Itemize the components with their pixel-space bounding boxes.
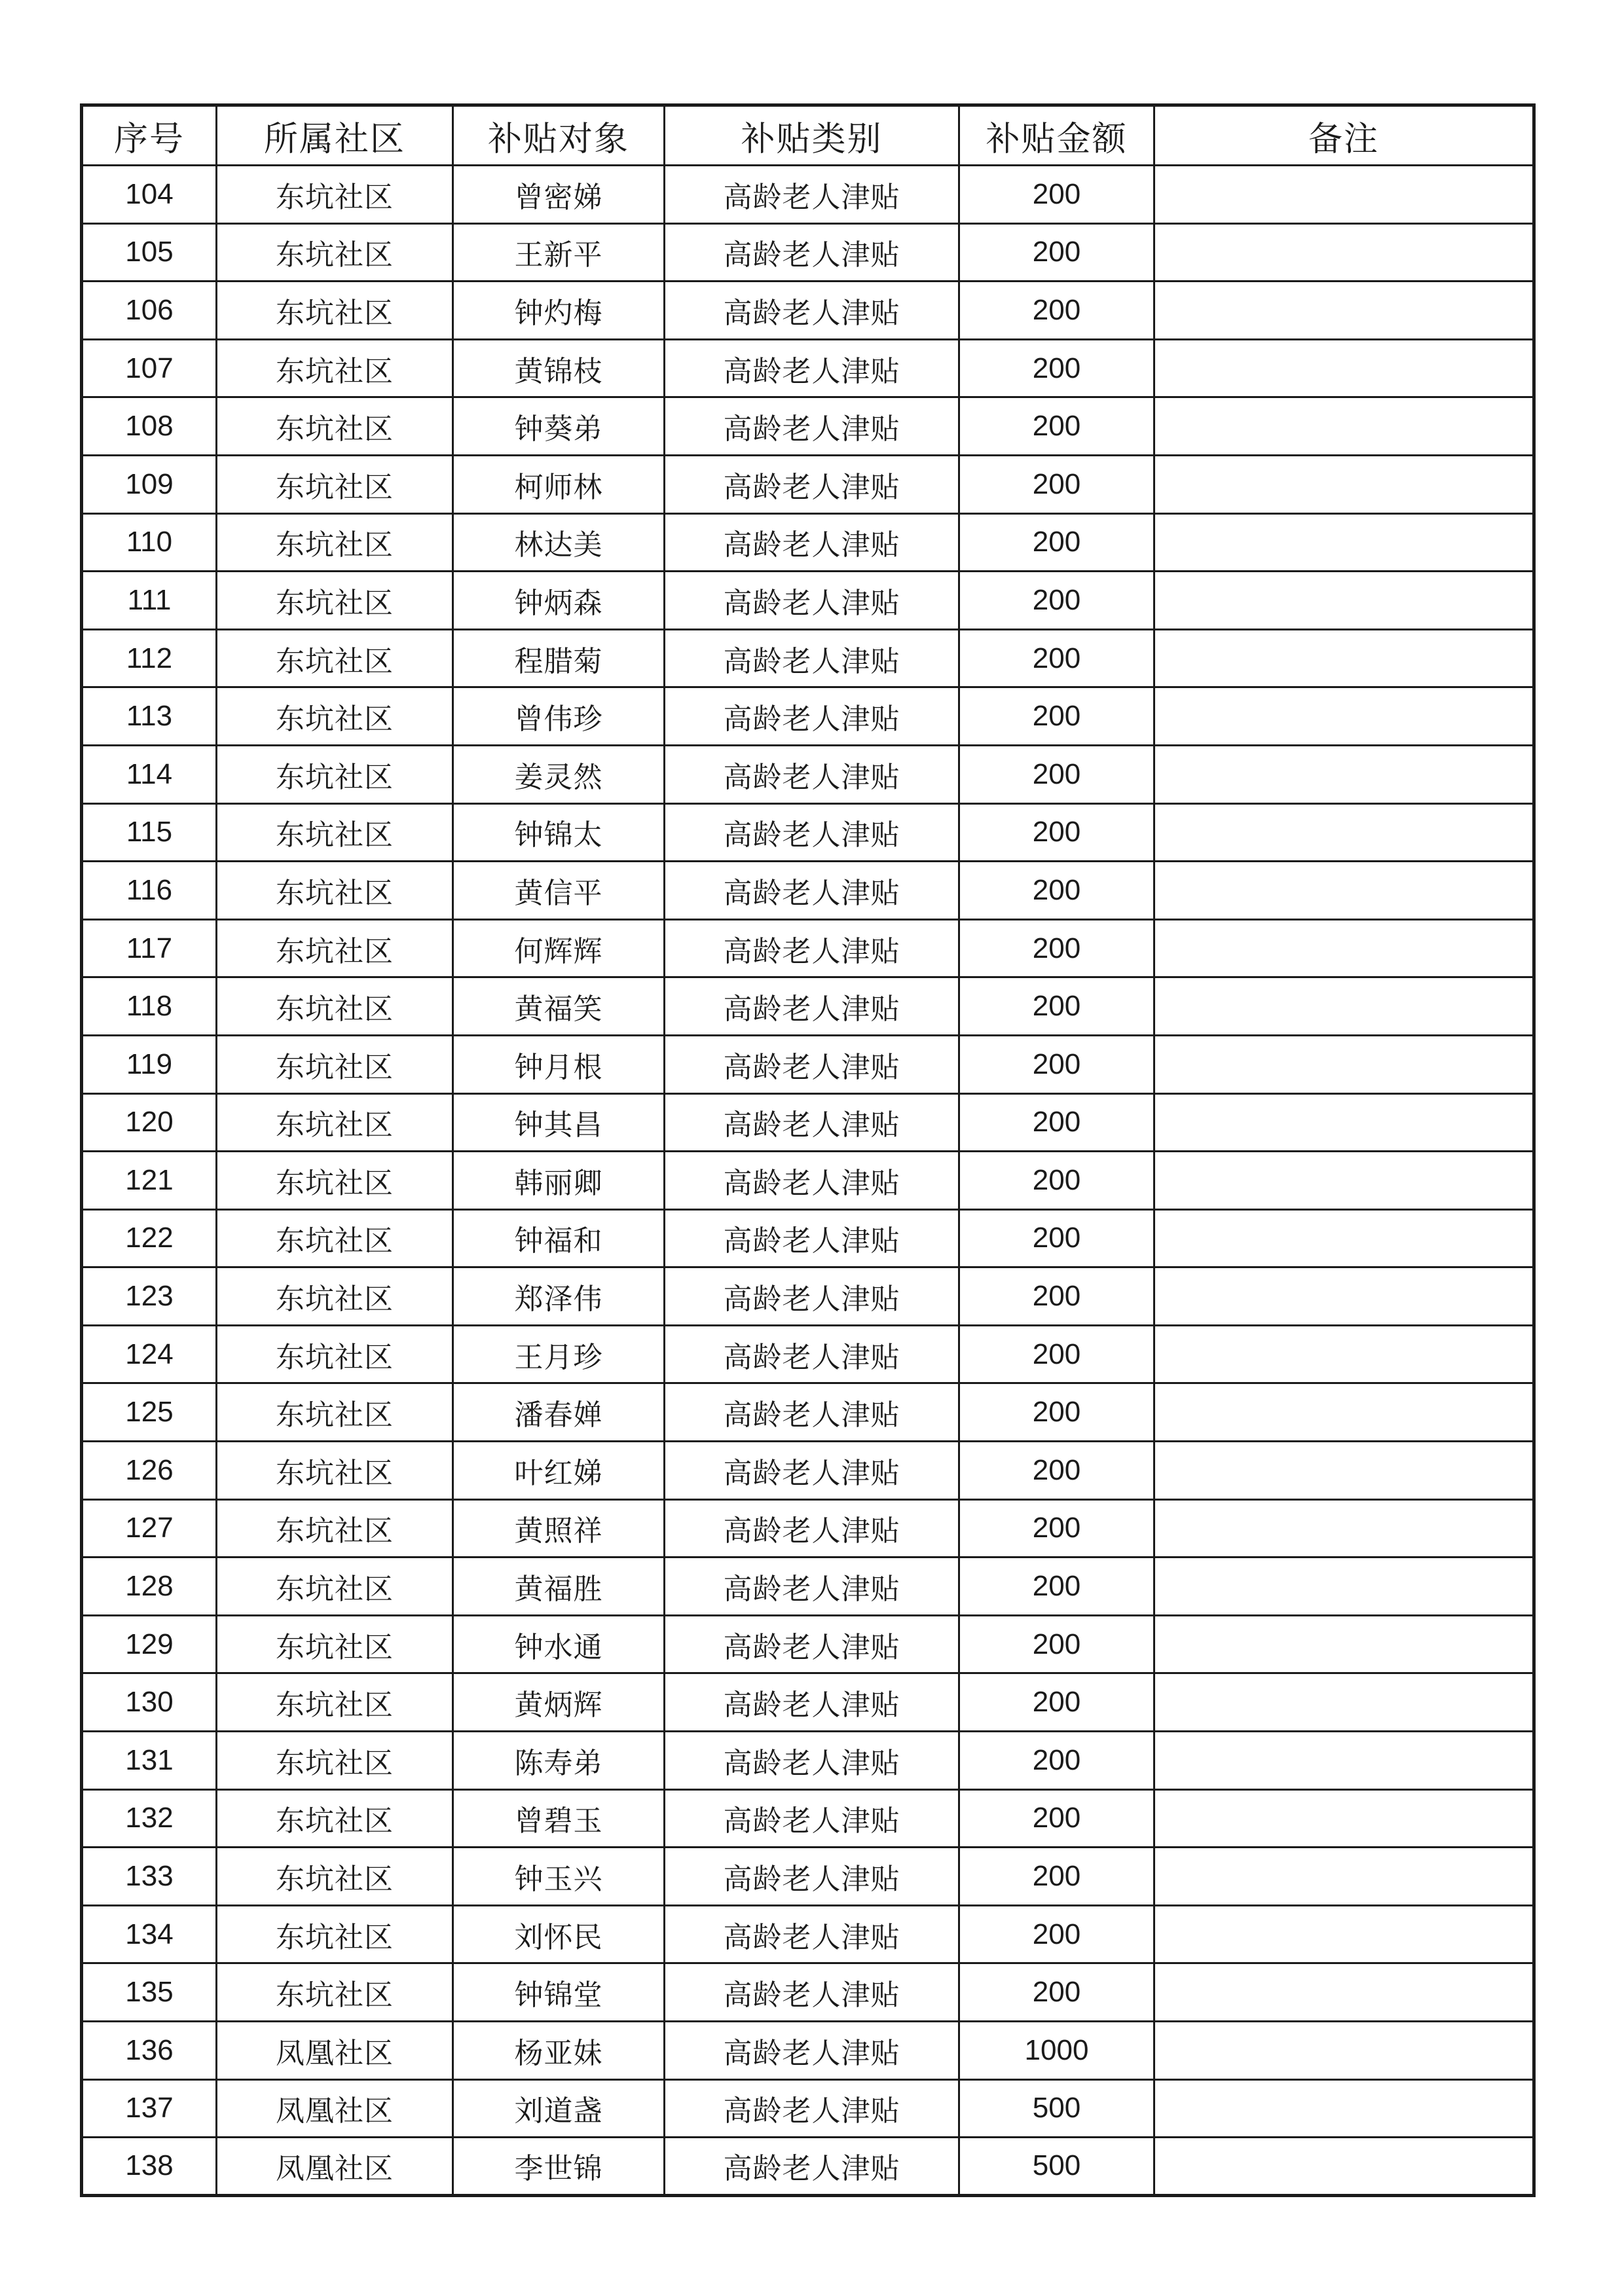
- cell-community: 凤凰社区: [217, 2022, 453, 2080]
- table-row: [82, 1093, 1534, 1152]
- cell-remarks: [1154, 397, 1534, 456]
- cell-remarks: [1154, 223, 1534, 282]
- cell-remarks: [1154, 2022, 1534, 2080]
- cell-community: 东坑社区: [217, 1093, 453, 1152]
- cell-community: 东坑社区: [217, 1963, 453, 2022]
- cell-community: 东坑社区: [217, 1615, 453, 1673]
- cell-category: 高龄老人津贴: [665, 629, 959, 687]
- cell-index: 134: [82, 1905, 217, 1963]
- cell-remarks: [1154, 1789, 1534, 1848]
- cell-amount: 200: [959, 1209, 1154, 1267]
- cell-community: 东坑社区: [217, 166, 453, 224]
- cell-index: 133: [82, 1848, 217, 1906]
- table-row: [82, 2022, 1534, 2080]
- cell-amount: 200: [959, 977, 1154, 1036]
- cell-recipient: 李世锦: [453, 2138, 665, 2196]
- cell-remarks: [1154, 572, 1534, 630]
- cell-index: 119: [82, 1035, 217, 1093]
- cell-amount: 200: [959, 1035, 1154, 1093]
- cell-category: 高龄老人津贴: [665, 339, 959, 397]
- cell-recipient: 钟葵弟: [453, 397, 665, 456]
- header-index: 序号: [82, 105, 217, 166]
- cell-category: 高龄老人津贴: [665, 1673, 959, 1732]
- cell-community: 东坑社区: [217, 1499, 453, 1558]
- cell-amount: 1000: [959, 2022, 1154, 2080]
- cell-community: 东坑社区: [217, 1732, 453, 1790]
- cell-recipient: 曾伟珍: [453, 687, 665, 746]
- cell-recipient: 钟锦太: [453, 803, 665, 862]
- table-row: [82, 1558, 1534, 1616]
- cell-recipient: 钟灼梅: [453, 282, 665, 340]
- table-row: [82, 977, 1534, 1036]
- cell-index: 110: [82, 513, 217, 572]
- table-row: [82, 1615, 1534, 1673]
- cell-category: 高龄老人津贴: [665, 455, 959, 513]
- cell-remarks: [1154, 1558, 1534, 1616]
- cell-category: 高龄老人津贴: [665, 1209, 959, 1267]
- cell-index: 138: [82, 2138, 217, 2196]
- cell-community: 凤凰社区: [217, 2138, 453, 2196]
- table-row: [82, 862, 1534, 920]
- cell-community: 凤凰社区: [217, 2079, 453, 2138]
- table-row: [82, 629, 1534, 687]
- cell-category: 高龄老人津贴: [665, 977, 959, 1036]
- cell-remarks: [1154, 1963, 1534, 2022]
- cell-category: 高龄老人津贴: [665, 803, 959, 862]
- cell-remarks: [1154, 1615, 1534, 1673]
- table-row: [82, 513, 1534, 572]
- cell-amount: 200: [959, 1383, 1154, 1442]
- cell-amount: 200: [959, 1499, 1154, 1558]
- cell-amount: 200: [959, 339, 1154, 397]
- cell-remarks: [1154, 919, 1534, 977]
- cell-category: 高龄老人津贴: [665, 1035, 959, 1093]
- cell-category: 高龄老人津贴: [665, 2138, 959, 2196]
- table-row: [82, 282, 1534, 340]
- cell-category: 高龄老人津贴: [665, 919, 959, 977]
- cell-amount: 500: [959, 2079, 1154, 2138]
- header-remarks: 备注: [1154, 105, 1534, 166]
- table-row: [82, 1442, 1534, 1500]
- cell-category: 高龄老人津贴: [665, 1152, 959, 1210]
- cell-amount: 200: [959, 513, 1154, 572]
- cell-amount: 200: [959, 919, 1154, 977]
- cell-recipient: 王新平: [453, 223, 665, 282]
- cell-index: 123: [82, 1267, 217, 1326]
- table-row: [82, 1673, 1534, 1732]
- cell-community: 东坑社区: [217, 1558, 453, 1616]
- cell-community: 东坑社区: [217, 919, 453, 977]
- cell-community: 东坑社区: [217, 223, 453, 282]
- cell-index: 111: [82, 572, 217, 630]
- cell-index: 109: [82, 455, 217, 513]
- cell-remarks: [1154, 862, 1534, 920]
- cell-category: 高龄老人津贴: [665, 1442, 959, 1500]
- cell-remarks: [1154, 1267, 1534, 1326]
- cell-index: 115: [82, 803, 217, 862]
- cell-index: 136: [82, 2022, 217, 2080]
- cell-recipient: 林达美: [453, 513, 665, 572]
- header-amount: 补贴金额: [959, 105, 1154, 166]
- cell-index: 107: [82, 339, 217, 397]
- cell-remarks: [1154, 745, 1534, 803]
- cell-recipient: 柯师林: [453, 455, 665, 513]
- cell-amount: 200: [959, 455, 1154, 513]
- cell-category: 高龄老人津贴: [665, 513, 959, 572]
- cell-category: 高龄老人津贴: [665, 223, 959, 282]
- cell-remarks: [1154, 339, 1534, 397]
- header-community: 所属社区: [217, 105, 453, 166]
- cell-remarks: [1154, 2079, 1534, 2138]
- cell-amount: 200: [959, 1267, 1154, 1326]
- cell-recipient: 黄福胜: [453, 1558, 665, 1616]
- header-recipient: 补贴对象: [453, 105, 665, 166]
- cell-recipient: 韩丽卿: [453, 1152, 665, 1210]
- cell-community: 东坑社区: [217, 1267, 453, 1326]
- cell-remarks: [1154, 166, 1534, 224]
- cell-category: 高龄老人津贴: [665, 1615, 959, 1673]
- table-row: [82, 1905, 1534, 1963]
- cell-community: 东坑社区: [217, 862, 453, 920]
- cell-remarks: [1154, 687, 1534, 746]
- cell-recipient: 曾密娣: [453, 166, 665, 224]
- cell-recipient: 钟炳森: [453, 572, 665, 630]
- table-row: [82, 572, 1534, 630]
- cell-amount: 200: [959, 1152, 1154, 1210]
- header-row: [82, 105, 1534, 166]
- cell-remarks: [1154, 977, 1534, 1036]
- cell-remarks: [1154, 1499, 1534, 1558]
- table-row: [82, 1732, 1534, 1790]
- table-row: [82, 2079, 1534, 2138]
- cell-community: 东坑社区: [217, 629, 453, 687]
- table-row: [82, 455, 1534, 513]
- cell-category: 高龄老人津贴: [665, 1905, 959, 1963]
- cell-community: 东坑社区: [217, 282, 453, 340]
- cell-category: 高龄老人津贴: [665, 397, 959, 456]
- cell-community: 东坑社区: [217, 513, 453, 572]
- cell-community: 东坑社区: [217, 1383, 453, 1442]
- cell-amount: 200: [959, 803, 1154, 862]
- cell-index: 128: [82, 1558, 217, 1616]
- cell-community: 东坑社区: [217, 1673, 453, 1732]
- cell-community: 东坑社区: [217, 745, 453, 803]
- cell-recipient: 潘春婵: [453, 1383, 665, 1442]
- table-header: [82, 105, 1534, 166]
- table-row: [82, 397, 1534, 456]
- cell-recipient: 黄炳辉: [453, 1673, 665, 1732]
- cell-community: 东坑社区: [217, 1152, 453, 1210]
- cell-community: 东坑社区: [217, 1325, 453, 1383]
- cell-index: 121: [82, 1152, 217, 1210]
- table-row: [82, 339, 1534, 397]
- cell-amount: 200: [959, 1732, 1154, 1790]
- table-row: [82, 1035, 1534, 1093]
- cell-recipient: 钟其昌: [453, 1093, 665, 1152]
- cell-category: 高龄老人津贴: [665, 1963, 959, 2022]
- table-row: [82, 1267, 1534, 1326]
- cell-remarks: [1154, 282, 1534, 340]
- cell-index: 104: [82, 166, 217, 224]
- cell-remarks: [1154, 1442, 1534, 1500]
- cell-community: 东坑社区: [217, 1035, 453, 1093]
- cell-remarks: [1154, 1905, 1534, 1963]
- cell-recipient: 黄锦枝: [453, 339, 665, 397]
- cell-category: 高龄老人津贴: [665, 1499, 959, 1558]
- cell-community: 东坑社区: [217, 455, 453, 513]
- cell-index: 105: [82, 223, 217, 282]
- cell-index: 135: [82, 1963, 217, 2022]
- cell-category: 高龄老人津贴: [665, 1267, 959, 1326]
- cell-category: 高龄老人津贴: [665, 166, 959, 224]
- cell-index: 132: [82, 1789, 217, 1848]
- cell-index: 126: [82, 1442, 217, 1500]
- table-row: [82, 1963, 1534, 2022]
- cell-category: 高龄老人津贴: [665, 282, 959, 340]
- cell-category: 高龄老人津贴: [665, 1789, 959, 1848]
- cell-community: 东坑社区: [217, 572, 453, 630]
- cell-amount: 500: [959, 2138, 1154, 2196]
- cell-category: 高龄老人津贴: [665, 572, 959, 630]
- cell-recipient: 钟水通: [453, 1615, 665, 1673]
- cell-category: 高龄老人津贴: [665, 1558, 959, 1616]
- cell-index: 113: [82, 687, 217, 746]
- cell-index: 137: [82, 2079, 217, 2138]
- cell-community: 东坑社区: [217, 1442, 453, 1500]
- subsidy-table: [80, 103, 1536, 2197]
- cell-amount: 200: [959, 1558, 1154, 1616]
- cell-community: 东坑社区: [217, 977, 453, 1036]
- cell-index: 130: [82, 1673, 217, 1732]
- cell-category: 高龄老人津贴: [665, 745, 959, 803]
- cell-index: 122: [82, 1209, 217, 1267]
- cell-remarks: [1154, 1732, 1534, 1790]
- cell-recipient: 郑泽伟: [453, 1267, 665, 1326]
- cell-recipient: 黄信平: [453, 862, 665, 920]
- cell-community: 东坑社区: [217, 1789, 453, 1848]
- cell-community: 东坑社区: [217, 397, 453, 456]
- cell-community: 东坑社区: [217, 339, 453, 397]
- header-category: 补贴类别: [665, 105, 959, 166]
- cell-category: 高龄老人津贴: [665, 1093, 959, 1152]
- cell-category: 高龄老人津贴: [665, 1325, 959, 1383]
- cell-remarks: [1154, 1383, 1534, 1442]
- table-row: [82, 803, 1534, 862]
- cell-recipient: 陈寿弟: [453, 1732, 665, 1790]
- cell-index: 124: [82, 1325, 217, 1383]
- cell-index: 131: [82, 1732, 217, 1790]
- table-row: [82, 166, 1534, 224]
- cell-category: 高龄老人津贴: [665, 687, 959, 746]
- cell-amount: 200: [959, 223, 1154, 282]
- cell-recipient: 王月珍: [453, 1325, 665, 1383]
- cell-amount: 200: [959, 1442, 1154, 1500]
- cell-recipient: 钟福和: [453, 1209, 665, 1267]
- cell-remarks: [1154, 1152, 1534, 1210]
- cell-recipient: 何辉辉: [453, 919, 665, 977]
- table-row: [82, 1209, 1534, 1267]
- cell-remarks: [1154, 1035, 1534, 1093]
- table-row: [82, 687, 1534, 746]
- table-row: [82, 1848, 1534, 1906]
- cell-remarks: [1154, 629, 1534, 687]
- cell-category: 高龄老人津贴: [665, 1732, 959, 1790]
- cell-recipient: 钟玉兴: [453, 1848, 665, 1906]
- cell-category: 高龄老人津贴: [665, 1383, 959, 1442]
- cell-remarks: [1154, 455, 1534, 513]
- cell-community: 东坑社区: [217, 687, 453, 746]
- table-row: [82, 1789, 1534, 1848]
- cell-community: 东坑社区: [217, 1209, 453, 1267]
- cell-recipient: 程腊菊: [453, 629, 665, 687]
- table-row: [82, 223, 1534, 282]
- cell-recipient: 黄照祥: [453, 1499, 665, 1558]
- cell-recipient: 刘道盏: [453, 2079, 665, 2138]
- cell-category: 高龄老人津贴: [665, 862, 959, 920]
- cell-amount: 200: [959, 745, 1154, 803]
- cell-amount: 200: [959, 862, 1154, 920]
- cell-remarks: [1154, 1209, 1534, 1267]
- cell-index: 120: [82, 1093, 217, 1152]
- cell-amount: 200: [959, 572, 1154, 630]
- cell-index: 106: [82, 282, 217, 340]
- cell-amount: 200: [959, 1615, 1154, 1673]
- cell-index: 118: [82, 977, 217, 1036]
- cell-amount: 200: [959, 1905, 1154, 1963]
- cell-recipient: 黄福笑: [453, 977, 665, 1036]
- cell-community: 东坑社区: [217, 803, 453, 862]
- cell-index: 125: [82, 1383, 217, 1442]
- cell-remarks: [1154, 513, 1534, 572]
- table-row: [82, 2138, 1534, 2196]
- cell-category: 高龄老人津贴: [665, 2079, 959, 2138]
- cell-index: 117: [82, 919, 217, 977]
- cell-amount: 200: [959, 1673, 1154, 1732]
- cell-remarks: [1154, 1093, 1534, 1152]
- cell-category: 高龄老人津贴: [665, 2022, 959, 2080]
- cell-remarks: [1154, 1848, 1534, 1906]
- cell-remarks: [1154, 1325, 1534, 1383]
- table-row: [82, 1499, 1534, 1558]
- cell-recipient: 曾碧玉: [453, 1789, 665, 1848]
- cell-recipient: 刘怀民: [453, 1905, 665, 1963]
- cell-community: 东坑社区: [217, 1848, 453, 1906]
- table-body: [82, 166, 1534, 2196]
- cell-amount: 200: [959, 282, 1154, 340]
- table-row: [82, 1383, 1534, 1442]
- cell-amount: 200: [959, 1963, 1154, 2022]
- cell-index: 129: [82, 1615, 217, 1673]
- cell-recipient: 钟月根: [453, 1035, 665, 1093]
- table-row: [82, 919, 1534, 977]
- table-row: [82, 745, 1534, 803]
- cell-amount: 200: [959, 166, 1154, 224]
- cell-amount: 200: [959, 687, 1154, 746]
- cell-amount: 200: [959, 1848, 1154, 1906]
- cell-remarks: [1154, 2138, 1534, 2196]
- cell-recipient: 姜灵然: [453, 745, 665, 803]
- cell-amount: 200: [959, 1093, 1154, 1152]
- cell-amount: 200: [959, 629, 1154, 687]
- table-row: [82, 1152, 1534, 1210]
- cell-remarks: [1154, 1673, 1534, 1732]
- cell-amount: 200: [959, 1325, 1154, 1383]
- cell-remarks: [1154, 803, 1534, 862]
- cell-community: 东坑社区: [217, 1905, 453, 1963]
- cell-index: 112: [82, 629, 217, 687]
- cell-recipient: 叶红娣: [453, 1442, 665, 1500]
- cell-recipient: 钟锦堂: [453, 1963, 665, 2022]
- cell-index: 114: [82, 745, 217, 803]
- cell-amount: 200: [959, 397, 1154, 456]
- table-row: [82, 1325, 1534, 1383]
- cell-category: 高龄老人津贴: [665, 1848, 959, 1906]
- cell-index: 127: [82, 1499, 217, 1558]
- cell-index: 116: [82, 862, 217, 920]
- cell-amount: 200: [959, 1789, 1154, 1848]
- cell-index: 108: [82, 397, 217, 456]
- cell-recipient: 杨亚妹: [453, 2022, 665, 2080]
